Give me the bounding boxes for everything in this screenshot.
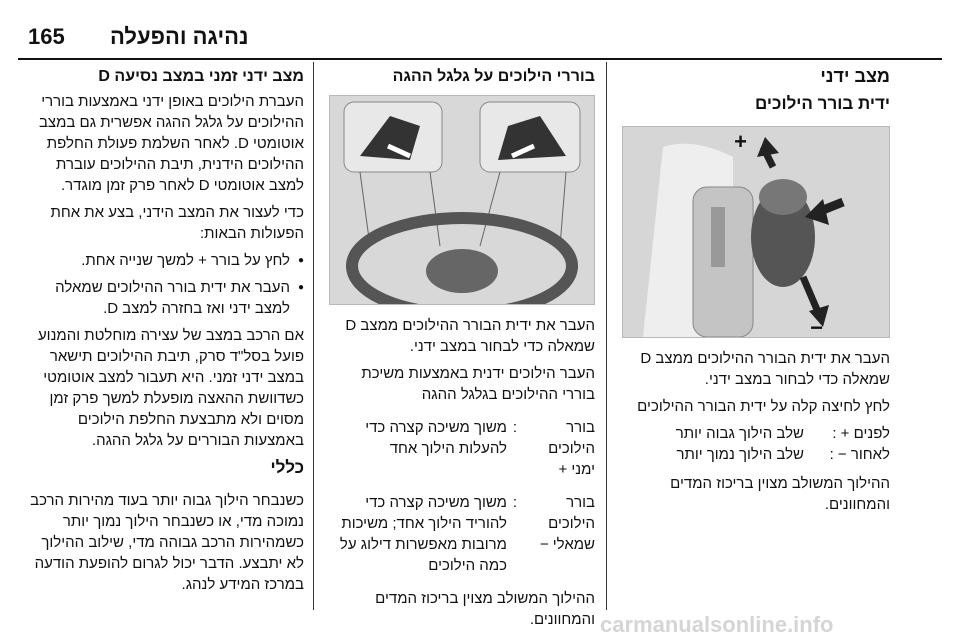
- section-title: נהיגה והפעלה: [110, 24, 249, 49]
- heading-general: כללי: [270, 458, 304, 477]
- right-column: [620, 62, 890, 521]
- heading-manual-mode: מצב ידני: [820, 66, 890, 86]
- page-header: [0, 0, 960, 60]
- svg-text:+: +: [734, 129, 747, 154]
- gear-lever-illustration: [622, 126, 890, 338]
- heading-selector-lever: ידית בורר הילוכים: [755, 94, 890, 113]
- bullet-item: ● העבר את ידית בורר ההילוכים שמאלה למצב ידני ואז בחזרה למצב D.: [20, 277, 304, 319]
- paragraph: העבר הילוכים ידנית באמצעות משיכת בוררי ההילוכים בגלגל ההגה: [361, 365, 595, 403]
- paragraph: אם הרכב במצב של עצירה מוחלטת והמנוע פועל בסל"ד סרק, תיבת ההילוכים תישאר במצב ידני זמני. היא תעבור למצב אוטומטי כשדוושת ההאצה מופעלת למשך פרק זמן מסוים ולא מתבצעת החלפת הילוכים באמצעות הבוררים על גלגל ההגה.: [37, 327, 304, 449]
- tap-back-row: לאחור − : שלב הילוך נמוך יותר: [676, 446, 890, 463]
- paragraph: לחץ לחיצה קלה על ידית הבורר ההילוכים: [637, 398, 890, 415]
- bullet-item: ● לחץ על בורר + למשך שנייה אחת.: [20, 250, 304, 271]
- paragraph: העבר את ידית הבורר ההילוכים ממצב D שמאלה כדי לבחור במצב ידני.: [640, 350, 890, 388]
- page-number: 165: [28, 24, 65, 49]
- svg-text:−: −: [810, 315, 823, 337]
- header-rule: [18, 58, 942, 60]
- paddle-row-left: בורר הילוכים שמאלי − : משוך משיכה קצרה כדי להוריד הילוך אחד; משיכות מרובות מאפשרות דילוג על כמה הילוכים: [339, 494, 595, 574]
- column-divider: [313, 62, 314, 610]
- paragraph: כדי לעצור את המצב הידני, בצע את אחת הפעולות הבאות:: [50, 204, 304, 242]
- paragraph: העבר את ידית הבורר ההילוכים ממצב D שמאלה כדי לבחור במצב ידני.: [345, 317, 595, 355]
- paragraph: ההילוך המשולב מצוין בריכוז המדים והמחוונים.: [375, 590, 595, 628]
- paragraph: ההילוך המשולב מצוין בריכוז המדים והמחוונים.: [670, 475, 890, 513]
- left-column: [20, 62, 304, 601]
- paragraph: העברת הילוכים באופן ידני באמצעות בוררי ההילוכים על גלגל ההגה אפשרית גם במצב אוטומטי D. לאחר השלמת פעולת החלפת ההילוכים הידנית, תיבת ההילוכים עוברת למצב אוטומטי D לאחר פרק זמן מוגדר.: [38, 93, 304, 194]
- paddle-row-right: בורר הילוכים ימני + : משוך משיכה קצרה כדי להעלות הילוך אחד: [365, 419, 595, 478]
- column-divider: [606, 62, 607, 610]
- heading-paddles: בוררי הילוכים על גלגל ההגה: [392, 68, 595, 85]
- paragraph: כשנבחר הילוך גבוה יותר בעוד מהירות הרכב נמוכה מדי, או כשנבחר הילוך נמוך יותר כשמהירות הרכב גבוהה מדי, שילוב ההילוך לא יתבצע. הדבר יכול לגרום להופעת הודעה במרכז המידע לנהג.: [30, 492, 304, 593]
- watermark: carmanualsonline.info: [600, 612, 834, 637]
- heading-temporary-manual: מצב ידני זמני במצב נסיעה D: [98, 68, 304, 85]
- middle-column: [327, 62, 595, 636]
- tap-forward-row: לפנים + : שלב הילוך גבוה יותר: [675, 425, 890, 442]
- steering-paddles-illustration: [329, 95, 595, 305]
